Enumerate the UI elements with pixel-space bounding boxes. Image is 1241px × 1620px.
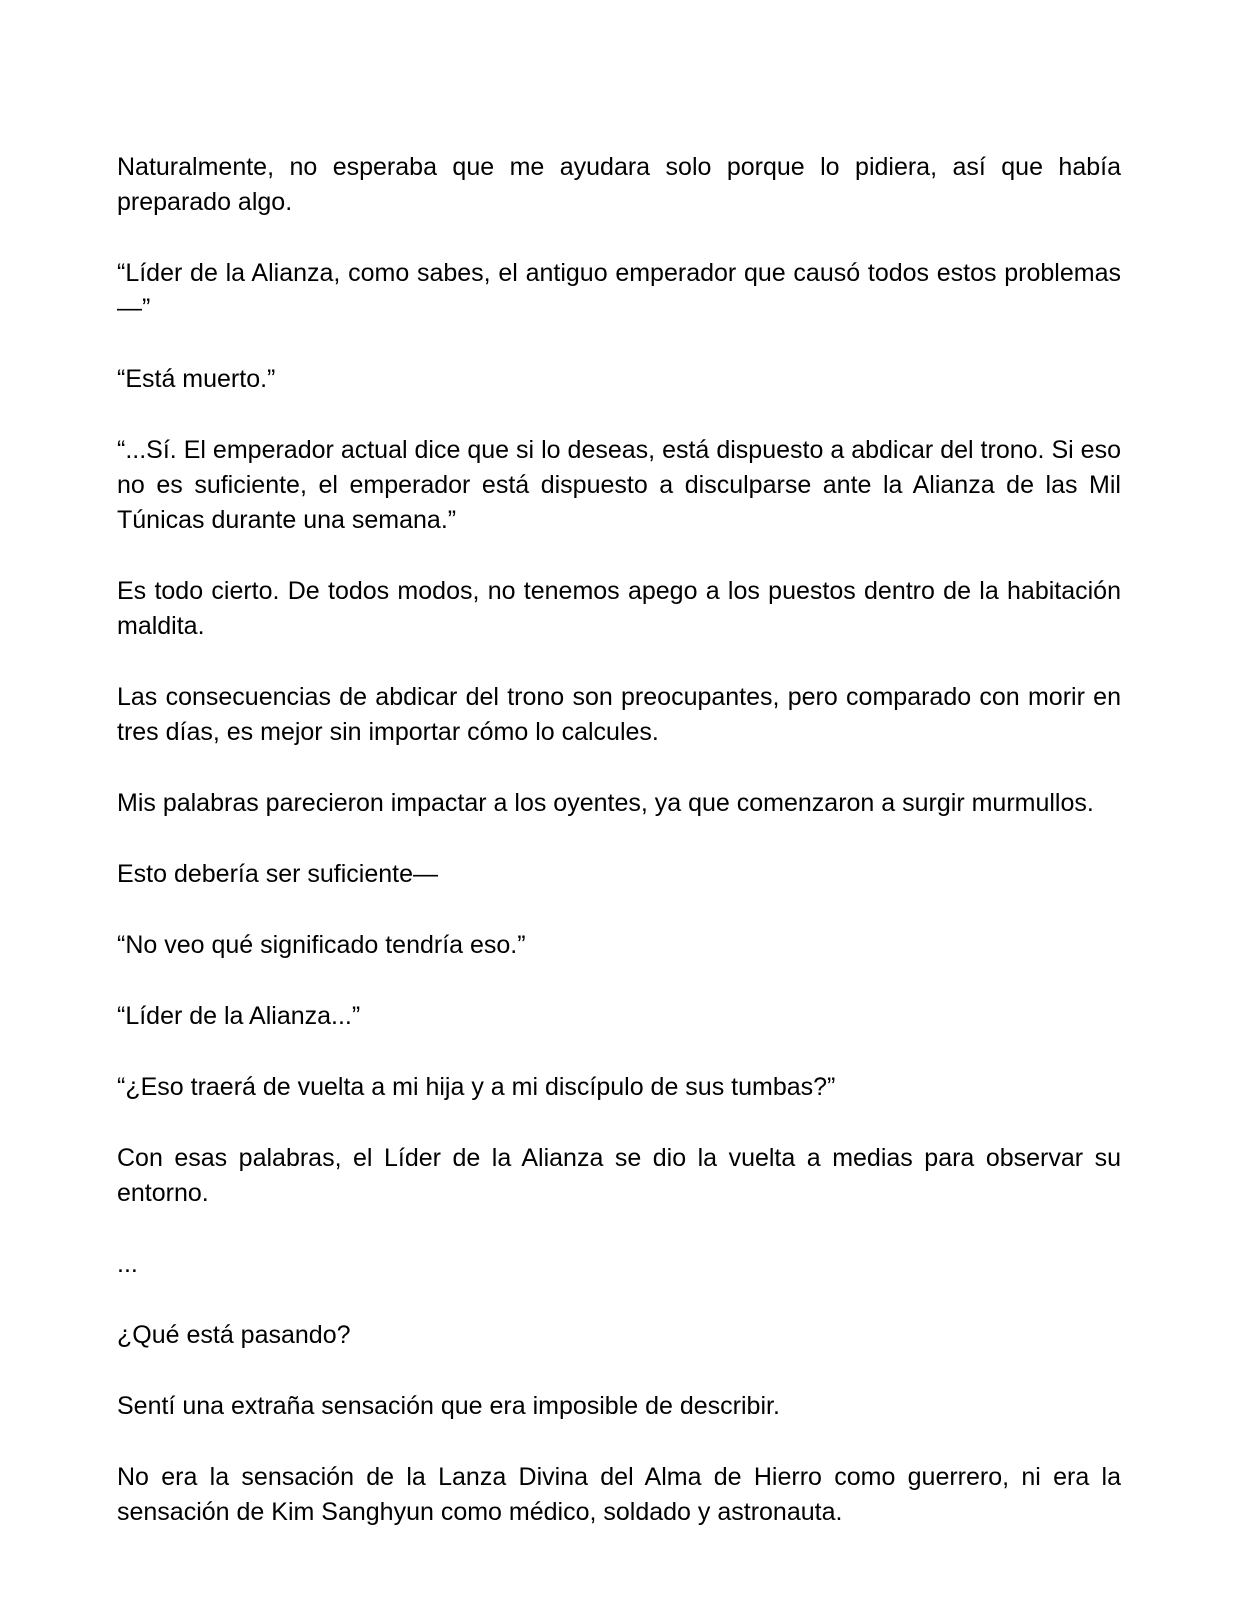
- ellipsis-paragraph: ...: [117, 1250, 138, 1278]
- paragraph: “¿Eso traerá de vuelta a mi hija y a mi discípulo de sus tumbas?”: [117, 1073, 836, 1101]
- paragraph: “Líder de la Alianza, como sabes, el antiguo emperador que causó todos estos problemas—”: [117, 259, 1121, 322]
- paragraph: “No veo qué significado tendría eso.”: [117, 931, 526, 959]
- paragraph: Es todo cierto. De todos modos, no tenemos apego a los puestos dentro de la habitación maldita.: [117, 577, 1121, 640]
- paragraph: “Líder de la Alianza...”: [117, 1002, 361, 1030]
- paragraph: Las consecuencias de abdicar del trono son preocupantes, pero comparado con morir en tres días, es mejor sin importar cómo lo calcules.: [117, 683, 1121, 746]
- paragraph: Esto debería ser suficiente—: [117, 860, 438, 888]
- paragraph: “Está muerto.”: [117, 365, 276, 393]
- paragraph: No era la sensación de la Lanza Divina del Alma de Hierro como guerrero, ni era la sensación de Kim Sanghyun como médico, soldado y astronauta.: [117, 1463, 1121, 1526]
- paragraph: Naturalmente, no esperaba que me ayudara solo porque lo pidiera, así que había preparado algo.: [117, 153, 1121, 216]
- paragraph: Sentí una extraña sensación que era imposible de describir.: [117, 1392, 780, 1420]
- paragraph: ¿Qué está pasando?: [117, 1321, 351, 1349]
- paragraph: Con esas palabras, el Líder de la Alianza se dio la vuelta a medias para observar su entorno.: [117, 1144, 1121, 1207]
- paragraph: “...Sí. El emperador actual dice que si lo deseas, está dispuesto a abdicar del trono. Si eso no es suficiente, el emperador está dispuesto a disculparse ante la Alianza de las Mil Túnicas durante una semana.”: [117, 436, 1121, 534]
- paragraph: Mis palabras parecieron impactar a los oyentes, ya que comenzaron a surgir murmullos.: [117, 789, 1094, 817]
- document-page: [117, 150, 1121, 1566]
